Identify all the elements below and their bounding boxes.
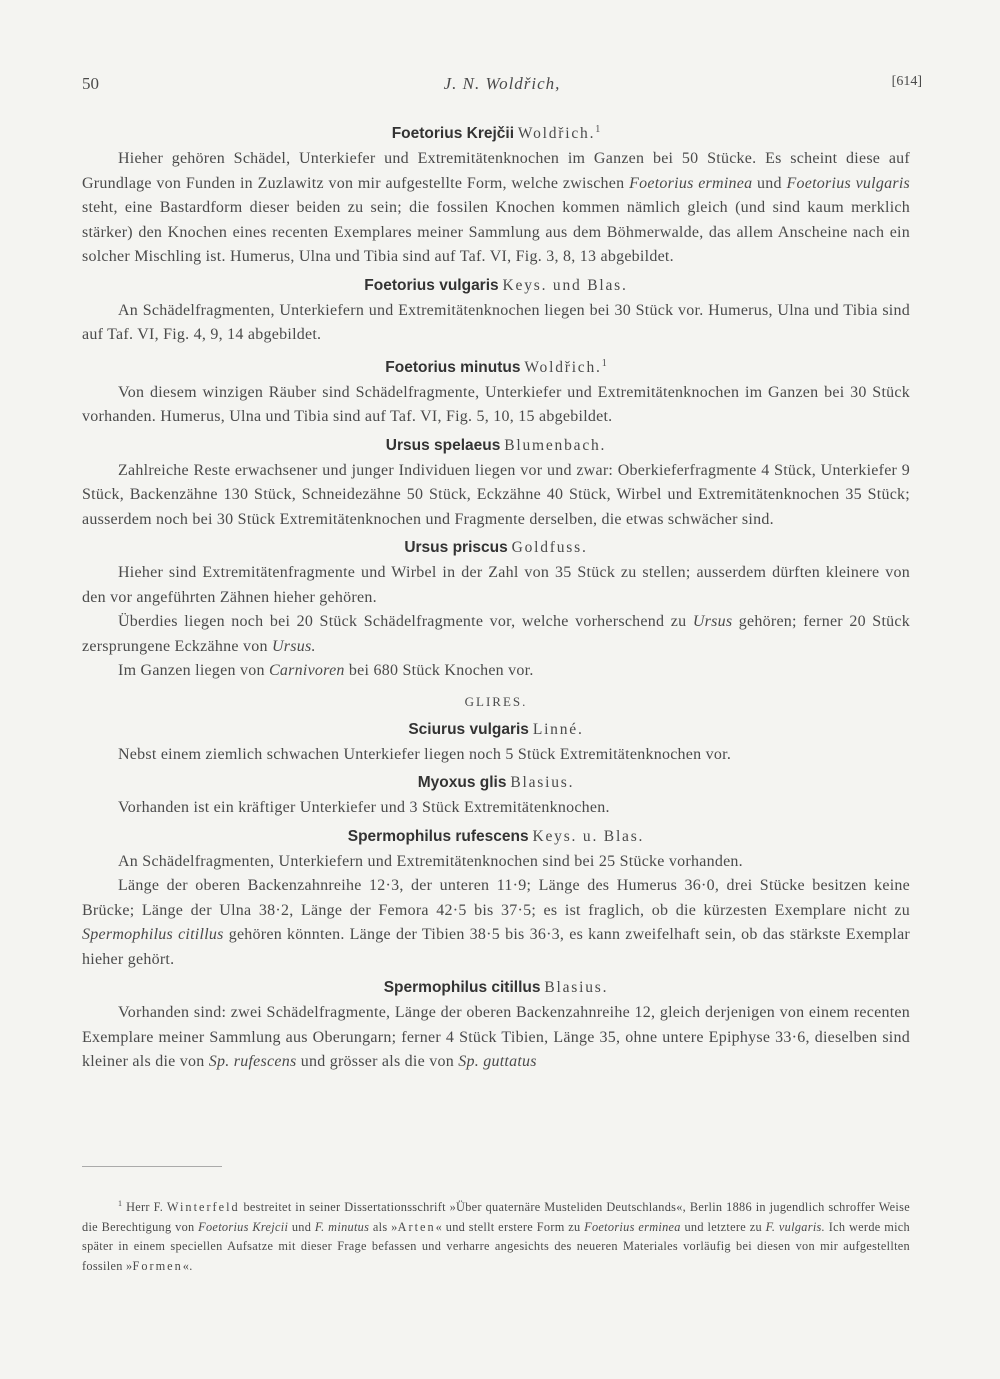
paragraph: Nebst einem ziemlich schwachen Unterkiefer liegen noch 5 Stück Extremitätenknochen vor. (118, 745, 732, 763)
species-author: Blumenbach. (504, 436, 607, 454)
species-name: Spermophilus citillus (383, 979, 541, 997)
species-heading (82, 348, 910, 380)
paragraph: Vorhanden sind: zwei Schädelfragmente, Länge der oberen Backenzahnreihe 12, gleich derjenigen von einem recenten Exemplare meiner Sammlung aus Oberungarn; ferner 4 Stück Tibien, Länge 35, ohne untere Epiphyse 33·6, dieselben sind kleiner als die von Sp. rufescens und grösser als die von Sp. guttatus (82, 1004, 910, 1071)
paragraph: Überdies liegen noch bei 20 Stück Schädelfragmente vor, welche vorherschend zu Ursus gehören; ferner 20 Stück zersprungene Eckzähne von Ursus. (82, 613, 911, 655)
species-name: Myoxus glis (417, 774, 507, 792)
species-author: Woldřich. (524, 358, 602, 376)
footnote-ref[interactable]: 1 (595, 124, 601, 135)
species-author: Linné. (532, 720, 584, 738)
footnote: $^1$ Herr F. Winterfeld bestreitet in seiner Dissertationsschrift »Über quaternäre Musteliden Deutschlands«, Berlin 1886 in jugendlich schroffer Weise die Berechtigung von Foetorius Krejcii und F. minutus als »Arten« und stellt erstere Form zu Foetorius erminea und letztere zu F. vulgaris. Ich werde mich später in einem speciellen Aufsatze mit dieser Frage befassen und verharre angesichts des neueren Materiales vorläufig bei diesen von mir aufgestellten fossilen »Formen«. (82, 1199, 910, 1273)
species-author: Keys. u. Blas. (532, 827, 645, 845)
species-heading (82, 430, 910, 458)
species-heading (82, 270, 910, 298)
paragraph: Hieher sind Extremitätenfragmente und Wirbel in der Zahl von 35 Stück zu stellen; ausserdem dürften kleinere von den vor angeführten Zähnen hieher gehören. (82, 564, 910, 606)
species-heading (82, 821, 910, 849)
footnote-mark: 1 (118, 1199, 123, 1209)
species-name: Ursus priscus (404, 539, 508, 557)
paragraph: Im Ganzen liegen von Carnivoren bei 680 Stück Knochen vor. (118, 662, 534, 680)
species-name: Foetorius Krejčii (391, 125, 515, 143)
paragraph: Länge der oberen Backenzahnreihe 12·3, der unteren 11·9; Länge des Humerus 36·0, drei Stücke besitzen keine Brücke; Länge der Ulna 38·2, Länge der Femora 42·5 bis 37·5; es ist fraglich, ob die kürzesten Exemplare nicht zu Spermophilus citillus gehören könnten. Länge der Tibien 38·5 bis 36·3, es kann zweifelhaft sein, ob das stärkste Exemplar hieher gehört. (82, 877, 910, 968)
paragraph: Zahlreiche Reste erwachsener und junger Individuen liegen vor und zwar: Oberkieferfragmente 4 Stück, Unterkiefer 9 Stück, Backenzähne 130 Stück, Schneidezähne 50 Stück, Eckzähne 40 Stück, Wirbel und Extremitätenknochen 35 Stück; ausserdem noch bei 30 Stück Extremitätenknochen und Fragmente derselben, die etwas schwächer sind. (82, 461, 910, 528)
footnote-divider (82, 1166, 222, 1167)
section-title: GLIRES. (464, 693, 528, 709)
body-text (82, 114, 910, 1075)
paragraph: An Schädelfragmenten, Unterkiefern und Extremitätenknochen sind bei 25 Stücke vorhanden. (118, 852, 743, 870)
species-name: Foetorius vulgaris (364, 276, 499, 294)
species-author: Blasius. (544, 979, 609, 997)
paragraph: Hieher gehören Schädel, Unterkiefer und Extremitätenknochen im Ganzen bei 50 Stücke. Es scheint diese auf Grundlage von Funden in Zuzlawitz von mir aufgestellte Form, welche zwischen Foetorius erminea und Foetorius vulgaris steht, eine Bastardform dieser beiden zu sein; die fossilen Knochen kommen nämlich gleich (und sind kaum merklich stärker) den Knochen eines recenten Exemplares meiner Sammlung aus dem Böhmerwalde, das allem Anscheine nach ein solcher Mischling ist. Humerus, Ulna und Tibia sind auf Taf. VI, Fig. 3, 8, 13 abgebildet. (82, 150, 911, 266)
running-head (82, 74, 922, 96)
species-author: Blasius. (510, 774, 575, 792)
paragraph: Von diesem winzigen Räuber sind Schädelfragmente, Unterkiefer und Extremitätenknochen im Ganzen bei 30 Stück vorhanden. Humerus, Ulna und Tibia sind auf Taf. VI, Fig. 5, 10, 15 abgebildet. (82, 383, 910, 426)
species-author: Keys. und Blas. (502, 276, 628, 294)
page-reference: [614] (891, 74, 922, 89)
species-name: Ursus spelaeus (385, 436, 501, 454)
species-heading (82, 972, 910, 1000)
species-author: Woldřich. (517, 125, 596, 143)
species-name: Foetorius minutus (385, 358, 521, 376)
page-number: 50 (82, 74, 99, 93)
paragraph: An Schädelfragmenten, Unterkiefern und Extremitätenknochen liegen bei 30 Stück vor. Humerus, Ulna und Tibia sind auf Taf. VI, Fig. 4, 9, 14 abgebildet. (82, 301, 910, 344)
species-heading (82, 714, 910, 742)
paragraph: Vorhanden ist ein kräftiger Unterkiefer und 3 Stück Extremitätenknochen. (118, 799, 610, 817)
species-heading (82, 767, 910, 795)
species-name: Sciurus vulgaris (408, 720, 529, 738)
species-heading (82, 114, 910, 146)
footnote-ref[interactable]: 1 (601, 357, 607, 369)
running-author: J. N. Woldřich, (443, 74, 561, 93)
species-name: Spermophilus rufescens (347, 827, 529, 845)
species-heading (82, 532, 910, 560)
species-author: Goldfuss. (511, 539, 588, 557)
